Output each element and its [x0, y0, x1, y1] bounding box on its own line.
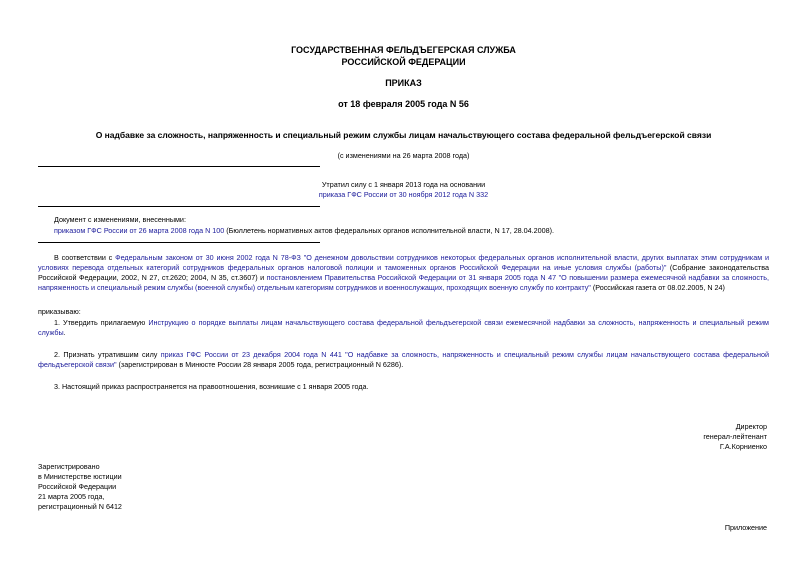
lost-force-link-row	[0, 190, 807, 200]
changes-link[interactable]: приказом ГФС России от 26 марта 2008 года N 100	[54, 226, 225, 235]
item-1-end: .	[63, 328, 66, 337]
divider	[38, 206, 320, 207]
signature-title: Директор	[735, 422, 767, 431]
preamble-text-3: (Российская газета от 08.02.2005, N 24)	[590, 283, 725, 292]
preamble-paragraph	[38, 253, 769, 293]
changes-intro: Документ с изменениями, внесенными:	[54, 215, 186, 224]
registration-number: регистрационный N 6412	[38, 502, 122, 511]
lost-force-link[interactable]: приказа ГФС России от 30 ноября 2012 года N 332	[318, 190, 489, 199]
lost-force-note: Утратил силу с 1 января 2013 года на основании	[321, 180, 486, 189]
preamble-text-2: (Собрание законодательства Российской Федерации, 2002, N 27, ст.2620; 2004, N 35, ст.3607) и	[38, 263, 769, 282]
doc-type: ПРИКАЗ	[385, 78, 422, 88]
repealed-order-link[interactable]: приказ ГФС России от 23 декабря 2004 года N 441 "О надбавке за сложность, напряженность и специальный режим службы лицам начальствующего состава федеральной фельдъегерской связи"	[38, 350, 769, 369]
registration-line3: Российской Федерации	[38, 482, 117, 491]
registration-date: 21 марта 2005 года,	[38, 492, 105, 501]
item-2-text: 2. Признать утратившим силу	[54, 350, 161, 359]
item-1	[38, 318, 769, 338]
order-word: приказываю:	[38, 307, 81, 316]
divider	[38, 166, 320, 167]
signature-name: Г.А.Корниенко	[719, 442, 767, 451]
doc-date: от 18 февраля 2005 года N 56	[338, 99, 469, 109]
registration-line2: в Министерстве юстиции	[38, 472, 122, 481]
registration-line1: Зарегистрировано	[38, 462, 100, 471]
changes-line	[54, 226, 774, 236]
item-2-registration: (зарегистрирован в Минюсте России 28 января 2005 года, регистрационный N 6286).	[116, 360, 404, 369]
org-name-line2: РОССИЙСКОЙ ФЕДЕРАЦИИ	[341, 57, 466, 67]
preamble-text-1: В соответствии с	[54, 253, 116, 262]
amendments-note: (с изменениями на 26 марта 2008 года)	[337, 151, 470, 160]
item-3: 3. Настоящий приказ распространяется на правоотношения, возникшие с 1 января 2005 года.	[54, 382, 369, 391]
org-name-line1: ГОСУДАРСТВЕННАЯ ФЕЛЬДЪЕГЕРСКАЯ СЛУЖБА	[291, 45, 516, 55]
doc-title: О надбавке за сложность, напряженность и специальный режим службы лицам начальствующего состава федеральной фельдъегерской связи	[95, 130, 712, 140]
appendix-label: Приложение	[724, 523, 767, 532]
government-decree-link[interactable]: постановлением Правительства Российской Федерации от 31 января 2005 года N 47 "О повышении размера ежемесячной надбавки за сложность, напряженность и специальный режим службы (военной службы) отдельным категориям сотрудников и военнослужащих, проходящих военную службу по контракту"	[38, 273, 769, 292]
item-1-text: 1. Утвердить прилагаемую	[54, 318, 149, 327]
changes-source: (Бюллетень нормативных актов федеральных органов исполнительной власти, N 17, 28.04.2008).	[224, 226, 555, 235]
divider	[38, 242, 320, 243]
signature-rank: генерал-лейтенант	[703, 432, 767, 441]
federal-law-link[interactable]: Федеральным законом от 30 июня 2002 года N 78-ФЗ "О денежном довольствии сотрудников некоторых федеральных органов исполнительной власти, других выплатах этим сотрудникам и условиях перевода отдельных категорий сотрудников федеральных органов налоговой полиции и таможенных органов Российской Федерации на иные условия службы (работы)"	[38, 253, 769, 272]
item-2	[38, 350, 769, 370]
instruction-link[interactable]: Инструкцию о порядке выплаты лицам начальствующего состава федеральной фельдъегерской связи ежемесячной надбавки за сложность, напряженность и специальный режим службы	[38, 318, 769, 337]
